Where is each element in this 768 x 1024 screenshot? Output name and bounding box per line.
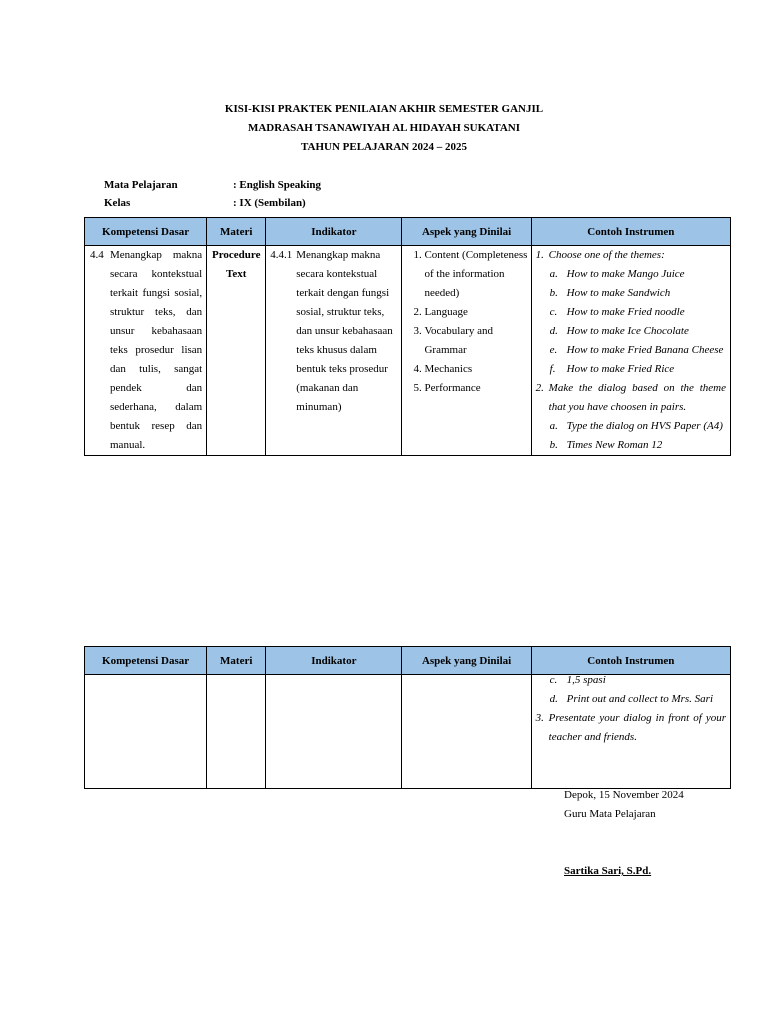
theme-item	[536, 284, 726, 303]
doc-title-line1: KISI-KISI PRAKTEK PENILAIAN AKHIR SEMESTER GANJIL	[224, 103, 544, 115]
class-label: Kelas	[104, 197, 131, 209]
item-letter: d.	[549, 325, 558, 337]
cell-indikator	[266, 675, 402, 789]
item-text: Make the dialog based on the theme that you have choosen in pairs.	[548, 382, 726, 413]
class-value: : IX (Sembilan)	[233, 197, 306, 209]
signature-place-date: Depok, 15 November 2024	[564, 789, 684, 801]
item-number: 1.	[535, 249, 544, 261]
col-header-kd: Kompetensi Dasar	[85, 647, 207, 675]
cell-materi	[207, 246, 266, 456]
item-text: Presentate your dialog in front of your teacher and friends.	[548, 712, 726, 743]
format-item	[536, 690, 726, 709]
cell-instrumen	[531, 675, 730, 789]
aspect-list	[402, 246, 530, 398]
list-item: 2. Language	[424, 303, 530, 322]
instrument-item	[536, 246, 726, 265]
item-number: 2.	[535, 382, 544, 394]
item-text: 1,5 spasi	[566, 674, 606, 686]
theme-item	[536, 360, 726, 379]
instrument-table-2	[84, 646, 731, 789]
instrument-item	[536, 379, 726, 417]
item-letter: e.	[549, 344, 558, 356]
cell-kd	[85, 246, 207, 456]
item-number: 3.	[535, 712, 544, 724]
item-letter: b.	[549, 287, 558, 299]
col-header-materi: Materi	[207, 647, 266, 675]
col-header-instrumen: Contoh Instrumen	[531, 647, 730, 675]
item-text: How to make Mango Juice	[566, 268, 685, 280]
item-text: How to make Ice Chocolate	[566, 325, 689, 337]
doc-title-line2: MADRASAH TSANAWIYAH AL HIDAYAH SUKATANI	[247, 122, 520, 134]
cell-indikator	[266, 246, 402, 456]
list-item: 5. Performance	[424, 379, 530, 398]
list-item: 4. Mechanics	[424, 360, 530, 379]
cell-kd	[85, 675, 207, 789]
theme-item	[536, 265, 726, 284]
table-row	[85, 675, 731, 789]
col-header-materi: Materi	[207, 218, 266, 246]
item-letter: c.	[549, 306, 558, 318]
item-letter: a.	[549, 420, 558, 432]
theme-item	[536, 341, 726, 360]
item-letter: a.	[549, 268, 558, 280]
col-header-indikator: Indikator	[266, 647, 402, 675]
theme-item	[536, 303, 726, 322]
signature-role: Guru Mata Pelajaran	[564, 808, 656, 820]
kd-number: 4.4	[90, 249, 104, 261]
item-text: Print out and collect to Mrs. Sari	[566, 693, 714, 705]
kd-text: Menangkap makna secara kontekstual terkait fungsi sosial, struktur teks, dan unsur kebahasaan teks prosedur lisan dan tulis, sangat pendek dan sederhana, dalam bentuk resep dan manual.	[110, 249, 203, 451]
col-header-instrumen: Contoh Instrumen	[531, 218, 730, 246]
cell-instrumen	[531, 246, 730, 456]
item-text: How to make Fried noodle	[566, 306, 685, 318]
item-text: How to make Fried Banana Cheese	[566, 344, 724, 356]
subject-value: : English Speaking	[233, 179, 322, 191]
indikator-number: 4.4.1	[270, 249, 293, 261]
instrument-item	[536, 709, 726, 747]
doc-title-line3: TAHUN PELAJARAN 2024 – 2025	[300, 141, 468, 153]
format-item	[536, 671, 726, 690]
signature-name: Sartika Sari, S.Pd.	[564, 865, 652, 877]
col-header-aspek: Aspek yang Dinilai	[402, 218, 531, 246]
theme-item	[536, 322, 726, 341]
col-header-indikator: Indikator	[266, 218, 402, 246]
format-item	[536, 436, 726, 455]
list-item: 1. Content (Completeness of the information needed)	[424, 246, 530, 303]
table-header-row	[85, 218, 731, 246]
item-letter: f.	[549, 363, 556, 375]
cell-aspek	[402, 246, 531, 456]
item-text: How to make Fried Rice	[566, 363, 675, 375]
indikator-text: Menangkap makna secara kontekstual terkait dengan fungsi sosial, struktur teks, dan unsur kebahasaan teks khusus dalam bentuk teks prosedur (makanan dan minuman)	[296, 249, 393, 413]
item-letter: d.	[549, 693, 558, 705]
item-text: How to make Sandwich	[566, 287, 671, 299]
item-text: Type the dialog on HVS Paper (A4)	[566, 420, 723, 432]
cell-materi	[207, 675, 266, 789]
table-row	[85, 246, 731, 456]
format-item	[536, 417, 726, 436]
item-letter: c.	[549, 674, 558, 686]
instrument-table-1	[84, 217, 731, 456]
subject-label: Mata Pelajaran	[104, 179, 178, 191]
item-letter: b.	[549, 439, 558, 451]
item-text: Choose one of the themes:	[548, 249, 665, 261]
list-item: 3. Vocabulary and Grammar	[424, 322, 530, 360]
cell-aspek	[402, 675, 531, 789]
col-header-aspek: Aspek yang Dinilai	[402, 647, 531, 675]
item-text: Times New Roman 12	[566, 439, 663, 451]
col-header-kd: Kompetensi Dasar	[85, 218, 207, 246]
materi-text: Procedure Text	[211, 249, 261, 280]
